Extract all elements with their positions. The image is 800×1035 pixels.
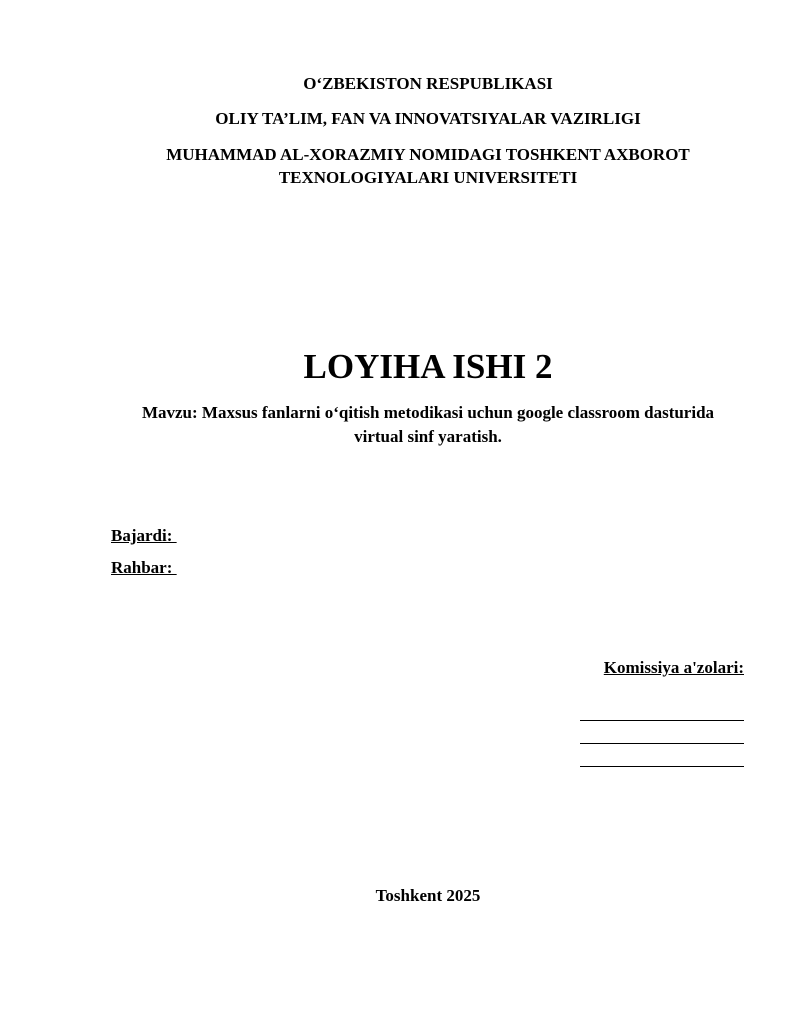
topic-line-2: virtual sinf yaratish. xyxy=(354,427,502,446)
commission-signature-line xyxy=(580,766,744,767)
university-heading-line-1: MUHAMMAD AL-XORAZMIY NOMIDAGI TOSHKENT AXBOROT xyxy=(166,145,690,164)
city-year: Toshkent 2025 xyxy=(375,886,481,905)
supervisor-label: Rahbar: xyxy=(111,558,177,577)
republic-heading: O‘ZBEKISTON RESPUBLIKASI xyxy=(303,74,553,93)
university-heading-line-2: TEXNOLOGIYALARI UNIVERSITETI xyxy=(278,168,578,187)
commission-signature-line xyxy=(580,743,744,744)
ministry-heading: OLIY TA’LIM, FAN VA INNOVATSIYALAR VAZIRLIGI xyxy=(215,109,641,128)
topic-line-1: Mavzu: Maxsus fanlarni o‘qitish metodikasi uchun google classroom dasturida xyxy=(141,403,715,422)
performed-by-label: Bajardi: xyxy=(111,526,177,545)
commission-signature-line xyxy=(580,720,744,721)
commission-members-label: Komissiya a'zolari: xyxy=(603,658,744,677)
document-title: LOYIHA ISHI 2 xyxy=(303,347,553,386)
